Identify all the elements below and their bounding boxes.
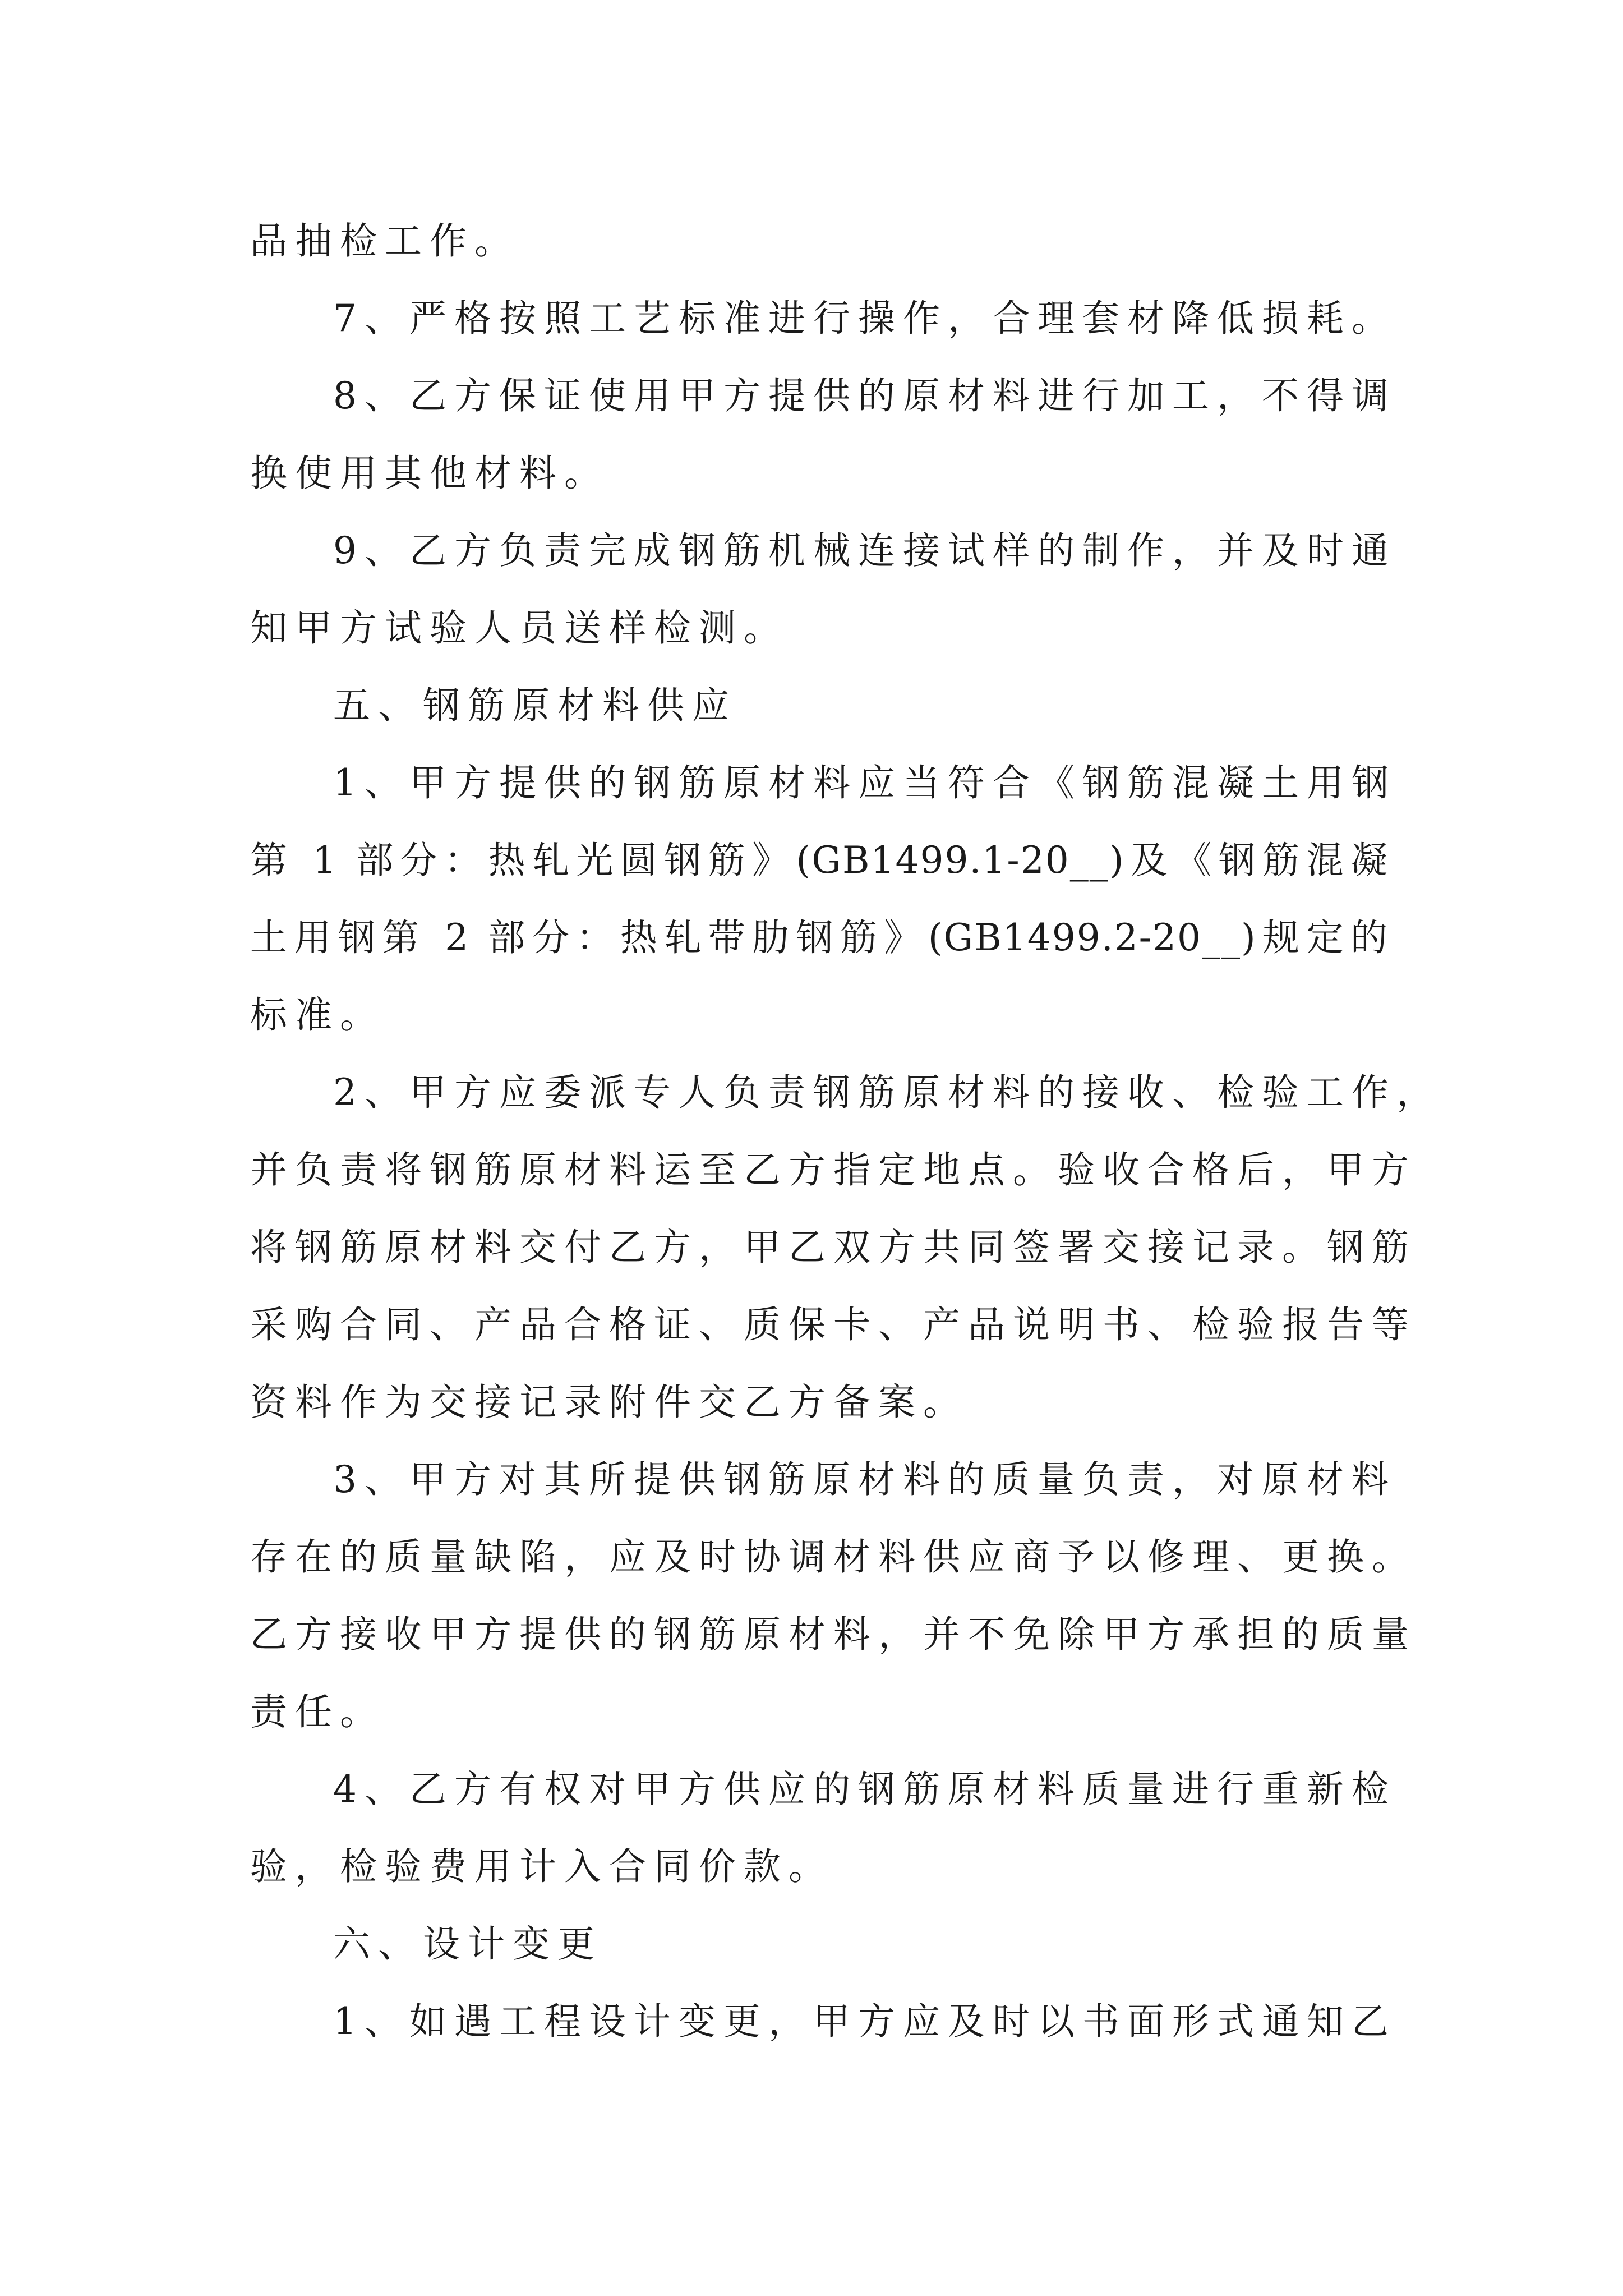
paragraph-line: 土用钢第 2 部分：热轧带肋钢筋》(GB1499.2-20__)规定的 [250, 916, 1389, 959]
paragraph-line: 验，检验费用计入合同价款。 [250, 1845, 833, 1888]
paragraph-line: 8、乙方保证使用甲方提供的原材料进行加工，不得调 [333, 374, 1396, 417]
paragraph-line: 存在的质量缺陷，应及时协调材料供应商予以修理、更换。 [250, 1535, 1417, 1579]
paragraph-line: 采购合同、产品合格证、质保卡、产品说明书、检验报告等 [250, 1303, 1417, 1346]
paragraph-line: 责任。 [250, 1690, 385, 1733]
paragraph-line: 品抽检工作。 [250, 219, 519, 263]
paragraph-line: 将钢筋原材料交付乙方，甲乙双方共同签署交接记录。钢筋 [250, 1226, 1417, 1269]
paragraph-line: 知甲方试验人员送样检测。 [250, 606, 789, 650]
paragraph-line: 乙方接收甲方提供的钢筋原材料，并不免除甲方承担的质量 [250, 1613, 1417, 1656]
paragraph-line: 第 1 部分：热轧光圆钢筋》(GB1499.1-20__)及《钢筋混凝 [250, 839, 1389, 882]
paragraph-line: 并负责将钢筋原材料运至乙方指定地点。验收合格后，甲方 [250, 1148, 1417, 1191]
paragraph-line: 2、甲方应委派专人负责钢筋原材料的接收、检验工作， [333, 1071, 1441, 1114]
paragraph-line: 9、乙方负责完成钢筋机械连接试样的制作，并及时通 [333, 529, 1396, 572]
paragraph-line: 1、如遇工程设计变更，甲方应及时以书面形式通知乙 [333, 2000, 1396, 2043]
paragraph-line: 换使用其他材料。 [250, 452, 609, 495]
section-heading: 五、钢筋原材料供应 [333, 684, 737, 727]
paragraph-line: 3、甲方对其所提供钢筋原材料的质量负责，对原材料 [333, 1458, 1396, 1501]
paragraph-line: 1、甲方提供的钢筋原材料应当符合《钢筋混凝土用钢 [333, 761, 1396, 804]
paragraph-line: 4、乙方有权对甲方供应的钢筋原材料质量进行重新检 [333, 1768, 1396, 1811]
paragraph-line: 7、严格按照工艺标准进行操作，合理套材降低损耗。 [333, 297, 1396, 340]
paragraph-line: 标准。 [250, 993, 385, 1037]
paragraph-line: 资料作为交接记录附件交乙方备案。 [250, 1381, 968, 1424]
section-heading: 六、设计变更 [333, 1922, 602, 1966]
